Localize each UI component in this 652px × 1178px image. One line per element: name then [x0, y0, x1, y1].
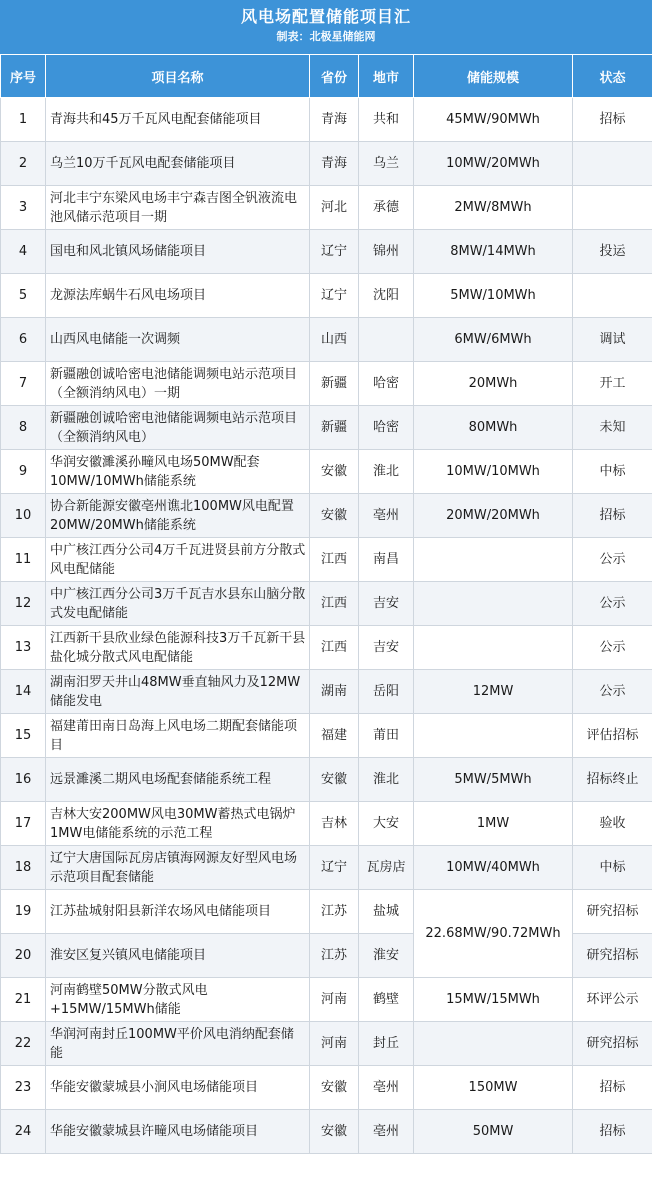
cell-status [573, 274, 652, 318]
cell-status: 招标 [573, 98, 652, 142]
cell-status: 调试 [573, 318, 652, 362]
table-row [1, 582, 652, 626]
col-header-city: 地市 [359, 55, 414, 98]
table-body [1, 98, 652, 1154]
cell-province: 青海 [310, 142, 359, 186]
cell-project-name: 河南鹤壁50MW分散式风电+15MW/15MWh储能 [46, 978, 310, 1022]
cell-city: 莆田 [359, 714, 414, 758]
cell-index: 22 [1, 1022, 46, 1066]
cell-storage-scale [414, 626, 573, 670]
cell-status: 中标 [573, 846, 652, 890]
cell-storage-scale: 15MW/15MWh [414, 978, 573, 1022]
table-row [1, 230, 652, 274]
cell-storage-scale: 5MW/5MWh [414, 758, 573, 802]
cell-status: 未知 [573, 406, 652, 450]
cell-province: 安徽 [310, 1066, 359, 1110]
cell-project-name: 华润安徽濉溪孙疃风电场50MW配套10MW/10MWh储能系统 [46, 450, 310, 494]
table-row [1, 670, 652, 714]
cell-index: 5 [1, 274, 46, 318]
cell-status [573, 142, 652, 186]
cell-status: 研究招标 [573, 1022, 652, 1066]
cell-index: 11 [1, 538, 46, 582]
cell-city: 共和 [359, 98, 414, 142]
cell-province: 江西 [310, 626, 359, 670]
table-row [1, 142, 652, 186]
cell-storage-scale: 5MW/10MWh [414, 274, 573, 318]
cell-city: 锦州 [359, 230, 414, 274]
cell-project-name: 湖南汨罗天井山48MW垂直轴风力及12MW储能发电 [46, 670, 310, 714]
table-row [1, 98, 652, 142]
cell-index: 7 [1, 362, 46, 406]
table-header-row [1, 55, 652, 98]
cell-storage-scale: 22.68MW/90.72MWh [414, 890, 573, 978]
cell-province: 江苏 [310, 890, 359, 934]
cell-project-name: 远景濉溪二期风电场配套储能系统工程 [46, 758, 310, 802]
cell-status: 公示 [573, 626, 652, 670]
cell-province: 辽宁 [310, 274, 359, 318]
cell-city: 亳州 [359, 1066, 414, 1110]
table-row [1, 846, 652, 890]
cell-index: 24 [1, 1110, 46, 1154]
cell-index: 2 [1, 142, 46, 186]
cell-index: 18 [1, 846, 46, 890]
cell-project-name: 协合新能源安徽亳州谯北100MW风电配置20MW/20MWh储能系统 [46, 494, 310, 538]
cell-storage-scale: 10MW/10MWh [414, 450, 573, 494]
cell-storage-scale [414, 1022, 573, 1066]
cell-province: 辽宁 [310, 846, 359, 890]
cell-project-name: 山西风电储能一次调频 [46, 318, 310, 362]
cell-city: 南昌 [359, 538, 414, 582]
cell-project-name: 龙源法库蜗牛石风电场项目 [46, 274, 310, 318]
col-header-project-name: 项目名称 [46, 55, 310, 98]
cell-storage-scale: 50MW [414, 1110, 573, 1154]
col-header-province: 省份 [310, 55, 359, 98]
cell-project-name: 河北丰宁东梁风电场丰宁森吉图全钒液流电池风储示范项目一期 [46, 186, 310, 230]
table-row [1, 274, 652, 318]
cell-project-name: 华润河南封丘100MW平价风电消纳配套储能 [46, 1022, 310, 1066]
cell-storage-scale: 80MWh [414, 406, 573, 450]
table-banner [0, 0, 652, 54]
table-subtitle: 制表：北极星储能网 [276, 30, 376, 43]
cell-status: 验收 [573, 802, 652, 846]
cell-project-name: 青海共和45万千瓦风电配套储能项目 [46, 98, 310, 142]
col-header-status: 状态 [573, 55, 652, 98]
cell-storage-scale: 8MW/14MWh [414, 230, 573, 274]
cell-status: 投运 [573, 230, 652, 274]
cell-province: 安徽 [310, 494, 359, 538]
cell-city: 亳州 [359, 494, 414, 538]
cell-status: 招标 [573, 494, 652, 538]
table-row [1, 450, 652, 494]
table-row [1, 494, 652, 538]
cell-index: 4 [1, 230, 46, 274]
cell-province: 吉林 [310, 802, 359, 846]
cell-index: 15 [1, 714, 46, 758]
cell-project-name: 江西新干县欣业绿色能源科技3万千瓦新干县盐化城分散式风电配储能 [46, 626, 310, 670]
table-row [1, 186, 652, 230]
cell-city: 亳州 [359, 1110, 414, 1154]
cell-status: 招标终止 [573, 758, 652, 802]
cell-status: 环评公示 [573, 978, 652, 1022]
cell-city: 乌兰 [359, 142, 414, 186]
cell-city: 淮北 [359, 758, 414, 802]
cell-project-name: 国电和风北镇风场储能项目 [46, 230, 310, 274]
cell-province: 河南 [310, 1022, 359, 1066]
cell-project-name: 乌兰10万千瓦风电配套储能项目 [46, 142, 310, 186]
table-row [1, 714, 652, 758]
col-header-storage-scale: 储能规模 [414, 55, 573, 98]
cell-city: 沈阳 [359, 274, 414, 318]
cell-index: 1 [1, 98, 46, 142]
cell-index: 8 [1, 406, 46, 450]
table-row [1, 626, 652, 670]
wind-storage-projects-table [0, 54, 652, 1154]
cell-storage-scale: 45MW/90MWh [414, 98, 573, 142]
cell-project-name: 吉林大安200MW风电30MW蓄热式电锅炉1MW电储能系统的示范工程 [46, 802, 310, 846]
cell-city: 淮北 [359, 450, 414, 494]
cell-storage-scale [414, 538, 573, 582]
cell-province: 新疆 [310, 406, 359, 450]
cell-city: 瓦房店 [359, 846, 414, 890]
cell-city: 吉安 [359, 582, 414, 626]
table-row [1, 758, 652, 802]
cell-city: 哈密 [359, 362, 414, 406]
cell-storage-scale [414, 582, 573, 626]
cell-project-name: 新疆融创诚哈密电池储能调频电站示范项目（全额消纳风电）一期 [46, 362, 310, 406]
cell-project-name: 江苏盐城射阳县新洋农场风电储能项目 [46, 890, 310, 934]
cell-province: 辽宁 [310, 230, 359, 274]
cell-project-name: 新疆融创诚哈密电池储能调频电站示范项目（全额消纳风电） [46, 406, 310, 450]
cell-province: 青海 [310, 98, 359, 142]
cell-index: 17 [1, 802, 46, 846]
cell-index: 19 [1, 890, 46, 934]
cell-storage-scale: 10MW/40MWh [414, 846, 573, 890]
cell-project-name: 中广核江西分公司4万千瓦进贤县前方分散式风电配储能 [46, 538, 310, 582]
cell-index: 3 [1, 186, 46, 230]
cell-status: 公示 [573, 538, 652, 582]
cell-status: 研究招标 [573, 890, 652, 934]
cell-province: 福建 [310, 714, 359, 758]
cell-project-name: 淮安区复兴镇风电储能项目 [46, 934, 310, 978]
table-row [1, 1110, 652, 1154]
cell-city: 承德 [359, 186, 414, 230]
table-row [1, 318, 652, 362]
cell-project-name: 福建莆田南日岛海上风电场二期配套储能项目 [46, 714, 310, 758]
cell-city: 淮安 [359, 934, 414, 978]
table-row [1, 538, 652, 582]
table-row [1, 1022, 652, 1066]
cell-storage-scale: 1MW [414, 802, 573, 846]
cell-province: 湖南 [310, 670, 359, 714]
cell-province: 河北 [310, 186, 359, 230]
cell-storage-scale: 10MW/20MWh [414, 142, 573, 186]
cell-index: 10 [1, 494, 46, 538]
table-row [1, 406, 652, 450]
cell-project-name: 华能安徽蒙城县小涧风电场储能项目 [46, 1066, 310, 1110]
cell-city: 鹤壁 [359, 978, 414, 1022]
cell-status: 招标 [573, 1110, 652, 1154]
cell-project-name: 华能安徽蒙城县许疃风电场储能项目 [46, 1110, 310, 1154]
cell-province: 江西 [310, 538, 359, 582]
cell-index: 20 [1, 934, 46, 978]
table-row [1, 1066, 652, 1110]
cell-storage-scale: 150MW [414, 1066, 573, 1110]
cell-project-name: 辽宁大唐国际瓦房店镇海网源友好型风电场示范项目配套储能 [46, 846, 310, 890]
cell-status: 评估招标 [573, 714, 652, 758]
cell-province: 新疆 [310, 362, 359, 406]
cell-index: 13 [1, 626, 46, 670]
cell-storage-scale: 2MW/8MWh [414, 186, 573, 230]
cell-province: 河南 [310, 978, 359, 1022]
table-row [1, 890, 652, 934]
cell-index: 21 [1, 978, 46, 1022]
cell-project-name: 中广核江西分公司3万千瓦吉水县东山脑分散式发电配储能 [46, 582, 310, 626]
cell-status: 研究招标 [573, 934, 652, 978]
cell-city: 封丘 [359, 1022, 414, 1066]
cell-city [359, 318, 414, 362]
cell-storage-scale [414, 714, 573, 758]
cell-index: 14 [1, 670, 46, 714]
cell-city: 吉安 [359, 626, 414, 670]
cell-status: 公示 [573, 670, 652, 714]
table-row [1, 802, 652, 846]
cell-index: 23 [1, 1066, 46, 1110]
cell-storage-scale: 12MW [414, 670, 573, 714]
cell-storage-scale: 20MWh [414, 362, 573, 406]
cell-province: 江西 [310, 582, 359, 626]
cell-index: 12 [1, 582, 46, 626]
cell-index: 9 [1, 450, 46, 494]
cell-city: 哈密 [359, 406, 414, 450]
cell-status: 中标 [573, 450, 652, 494]
table-row [1, 978, 652, 1022]
cell-index: 6 [1, 318, 46, 362]
cell-status: 开工 [573, 362, 652, 406]
cell-city: 岳阳 [359, 670, 414, 714]
table-title: 风电场配置储能项目汇 [240, 7, 411, 26]
cell-index: 16 [1, 758, 46, 802]
cell-status: 公示 [573, 582, 652, 626]
cell-status [573, 186, 652, 230]
cell-storage-scale: 20MW/20MWh [414, 494, 573, 538]
cell-province: 安徽 [310, 450, 359, 494]
cell-city: 盐城 [359, 890, 414, 934]
table-row [1, 362, 652, 406]
cell-province: 安徽 [310, 1110, 359, 1154]
cell-province: 山西 [310, 318, 359, 362]
cell-province: 江苏 [310, 934, 359, 978]
cell-status: 招标 [573, 1066, 652, 1110]
cell-province: 安徽 [310, 758, 359, 802]
col-header-index: 序号 [1, 55, 46, 98]
cell-storage-scale: 6MW/6MWh [414, 318, 573, 362]
cell-city: 大安 [359, 802, 414, 846]
